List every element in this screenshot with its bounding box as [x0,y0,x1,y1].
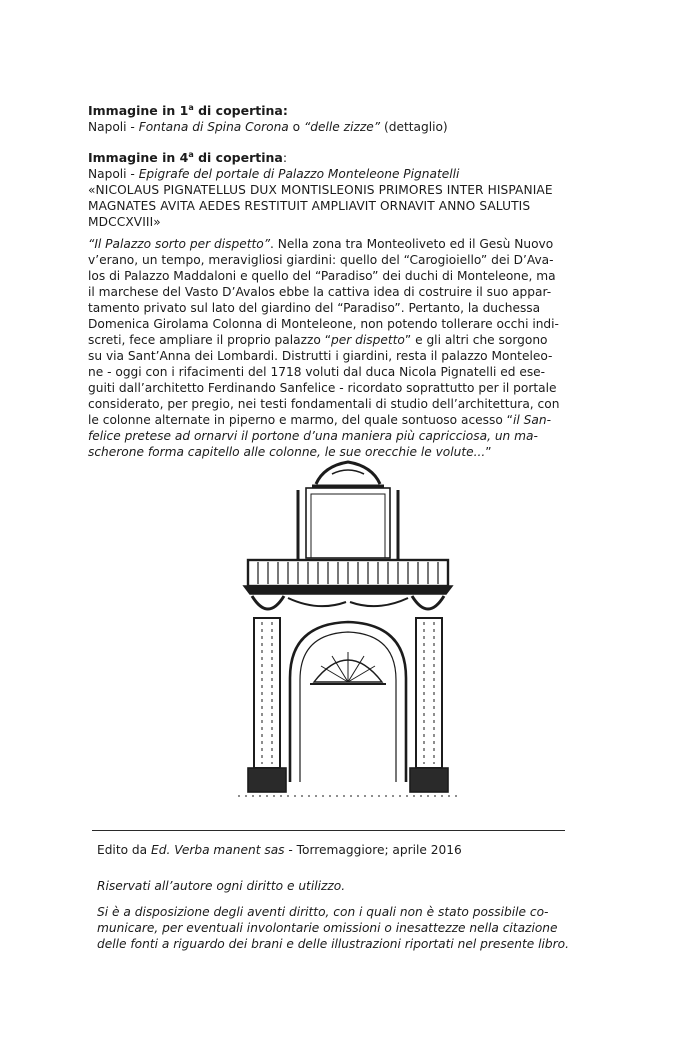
paragraph-segment: su via Sant’Anna dei Lombardi. Distrutti i giardini, resta il palazzo Monteleo- [88,349,553,364]
back-cover-heading: Immagine in 4$^a$ di copertina: [88,150,288,166]
paragraph-segment: “Il Palazzo sorto per dispetto” [88,237,271,252]
rights-notice-line: Si è a disposizione degli aventi diritto, con i quali non è stato possibile co- [97,905,549,919]
palazzo-portal-drawing [228,452,468,808]
paragraph-line [88,428,568,444]
paragraph-line [88,364,568,380]
front-cover-heading: Immagine in 1$^a$ di copertina: [88,103,288,119]
paragraph-segment: il San- [513,413,551,428]
back-cover-description: Napoli - Epigrafe del portale di Palazzo Monteleone Pignatelli [88,167,460,182]
paragraph-segment: screti, fece ampliare il proprio palazzo “ [88,333,332,348]
rights-reserved: Riservati all’autore ogni diritto e utilizzo. [97,879,346,893]
paragraph-line [88,396,568,412]
paragraph-line [88,252,568,268]
paragraph-segment: ne - oggi con i rifacimenti del 1718 voluti dal duca Nicola Pignatelli ed ese- [88,365,546,380]
paragraph-line [88,236,568,252]
rights-notice [97,878,567,952]
paragraph-segment: v’erano, un tempo, meravigliosi giardini: quello del “Carogioiello” dei D’Ava- [88,253,554,268]
paragraph-segment: ” [485,445,492,460]
front-cover-description: Napoli - Fontana di Spina Corona o “delle zizze” (dettaglio) [88,120,448,135]
paragraph-segment: los di Palazzo Maddaloni e quello del “Paradiso” dei duchi di Monteleone, ma [88,269,556,284]
paragraph-segment: Domenica Girolama Colonna di Monteleone, non potendo tollerare occhi indi- [88,317,559,332]
footer-divider [92,830,565,831]
paragraph-line [88,332,568,348]
paragraph-segment: felice pretese ad ornarvi il portone d’una maniera più capricciosa, un ma- [88,429,538,444]
inscription-line: MDCCXVIII» [88,215,161,230]
paragraph-line [88,284,568,300]
back-cover-caption [88,147,568,460]
palazzo-history-paragraph [88,236,568,460]
front-cover-caption [88,100,568,135]
inscription-line: «NICOLAUS PIGNATELLUS DUX MONTISLEONIS PRIMORES INTER HISPANIAE [88,183,553,198]
paragraph-line [88,348,568,364]
inscription-line: MAGNATES AVITA AEDES RESTITUIT AMPLIAVIT ORNAVIT ANNO SALUTIS [88,199,531,214]
paragraph-line [88,268,568,284]
paragraph-segment: guiti dall’architetto Ferdinando Sanfelice - ricordato soprattutto per il portale [88,381,557,396]
inscription-text [88,182,568,230]
rights-notice-line: delle fonti a riguardo dei brani e delle illustrazioni riportati nel presente libro. [97,937,569,951]
publisher-line: Edito da Ed. Verba manent sas - Torremaggiore; aprile 2016 [97,843,462,857]
paragraph-segment: le colonne alternate in piperno e marmo, del quale sontuoso acesso “ [88,413,513,428]
paragraph-segment: il marchese del Vasto D’Avalos ebbe la cattiva idea di costruire il suo appar- [88,285,552,300]
rights-notice-line: municare, per eventuali involontarie omissioni o inesattezze nella citazione [97,921,558,935]
paragraph-line [88,316,568,332]
paragraph-segment: scherone forma capitello alle colonne, le sue orecchie le volute... [88,445,486,460]
paragraph-segment: considerato, per pregio, nei testi fondamentali di studio dell’architettura, con [88,397,560,412]
paragraph-segment: . Nella zona tra Monteoliveto ed il Gesù Nuovo [270,237,554,252]
paragraph-line [88,412,568,428]
paragraph-segment: ” e gli altri che sorgono [404,333,548,348]
paragraph-line [88,380,568,396]
paragraph-line [88,300,568,316]
paragraph-segment: per dispetto [331,333,405,348]
paragraph-segment: tamento privato sul lato del giardino del “Paradiso”. Pertanto, la duchessa [88,301,541,316]
